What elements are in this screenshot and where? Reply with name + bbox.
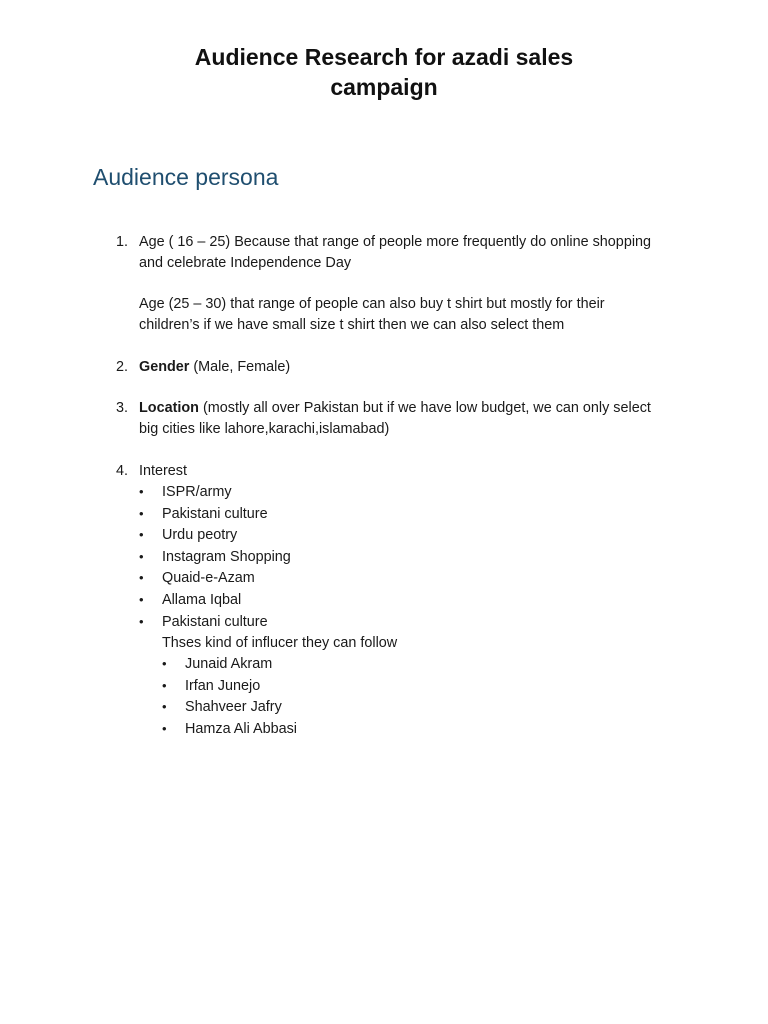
location-line-1 [139,398,651,418]
list-number-2: 2. [116,359,129,375]
bullet-marker: • [162,721,167,736]
interest-item: Pakistani culture [162,614,268,630]
influencer-item: Hamza Ali Abbasi [185,721,297,737]
bullet-marker: • [139,527,144,542]
bullet-marker: • [162,656,167,671]
section-heading: Audience persona [93,164,279,190]
gender-value: (Male, Female) [189,359,291,375]
age-line-4: children’s if we have small size t shirt then we can also select them [139,317,565,333]
bullet-marker: • [139,614,144,629]
interest-item: Quaid-e-Azam [162,570,255,586]
interest-item: Urdu peotry [162,527,238,543]
location-line-2: big cities like lahore,karachi,islamabad) [139,421,390,437]
list-number-4: 4. [116,463,129,479]
age-line-1: Age ( 16 – 25) Because that range of people more frequently do online shopping [139,234,652,250]
bullet-marker: • [139,506,144,521]
interest-item: ISPR/army [162,484,232,500]
gender-line [139,357,290,377]
bullet-marker: • [162,699,167,714]
interest-item: Allama Iqbal [162,592,242,608]
age-line-3: Age (25 – 30) that range of people can also buy t shirt but mostly for their [139,296,605,312]
list-number-3: 3. [116,400,129,416]
bullet-marker: • [139,549,144,564]
influencer-item: Shahveer Jafry [185,699,282,715]
bullet-marker: • [139,570,144,585]
interest-item: Pakistani culture [162,506,268,522]
interest-item: Instagram Shopping [162,549,291,565]
influencer-intro: Thses kind of influcer they can follow [162,635,398,651]
interest-label: Interest [139,463,187,479]
bullet-marker: • [139,592,144,607]
age-line-2: and celebrate Independence Day [139,255,352,271]
bullet-marker: • [162,678,167,693]
bullet-marker: • [139,484,144,499]
document-title-line-2: campaign [330,74,438,100]
document-title-line-1: Audience Research for azadi sales [194,44,574,70]
location-text: (mostly all over Pakistan but if we have low budget, we can only select [198,400,651,416]
influencer-item: Irfan Junejo [185,678,261,694]
location-label: Location [139,400,199,416]
list-number-1: 1. [116,234,129,250]
influencer-item: Junaid Akram [185,656,273,672]
gender-label: Gender [139,359,190,375]
